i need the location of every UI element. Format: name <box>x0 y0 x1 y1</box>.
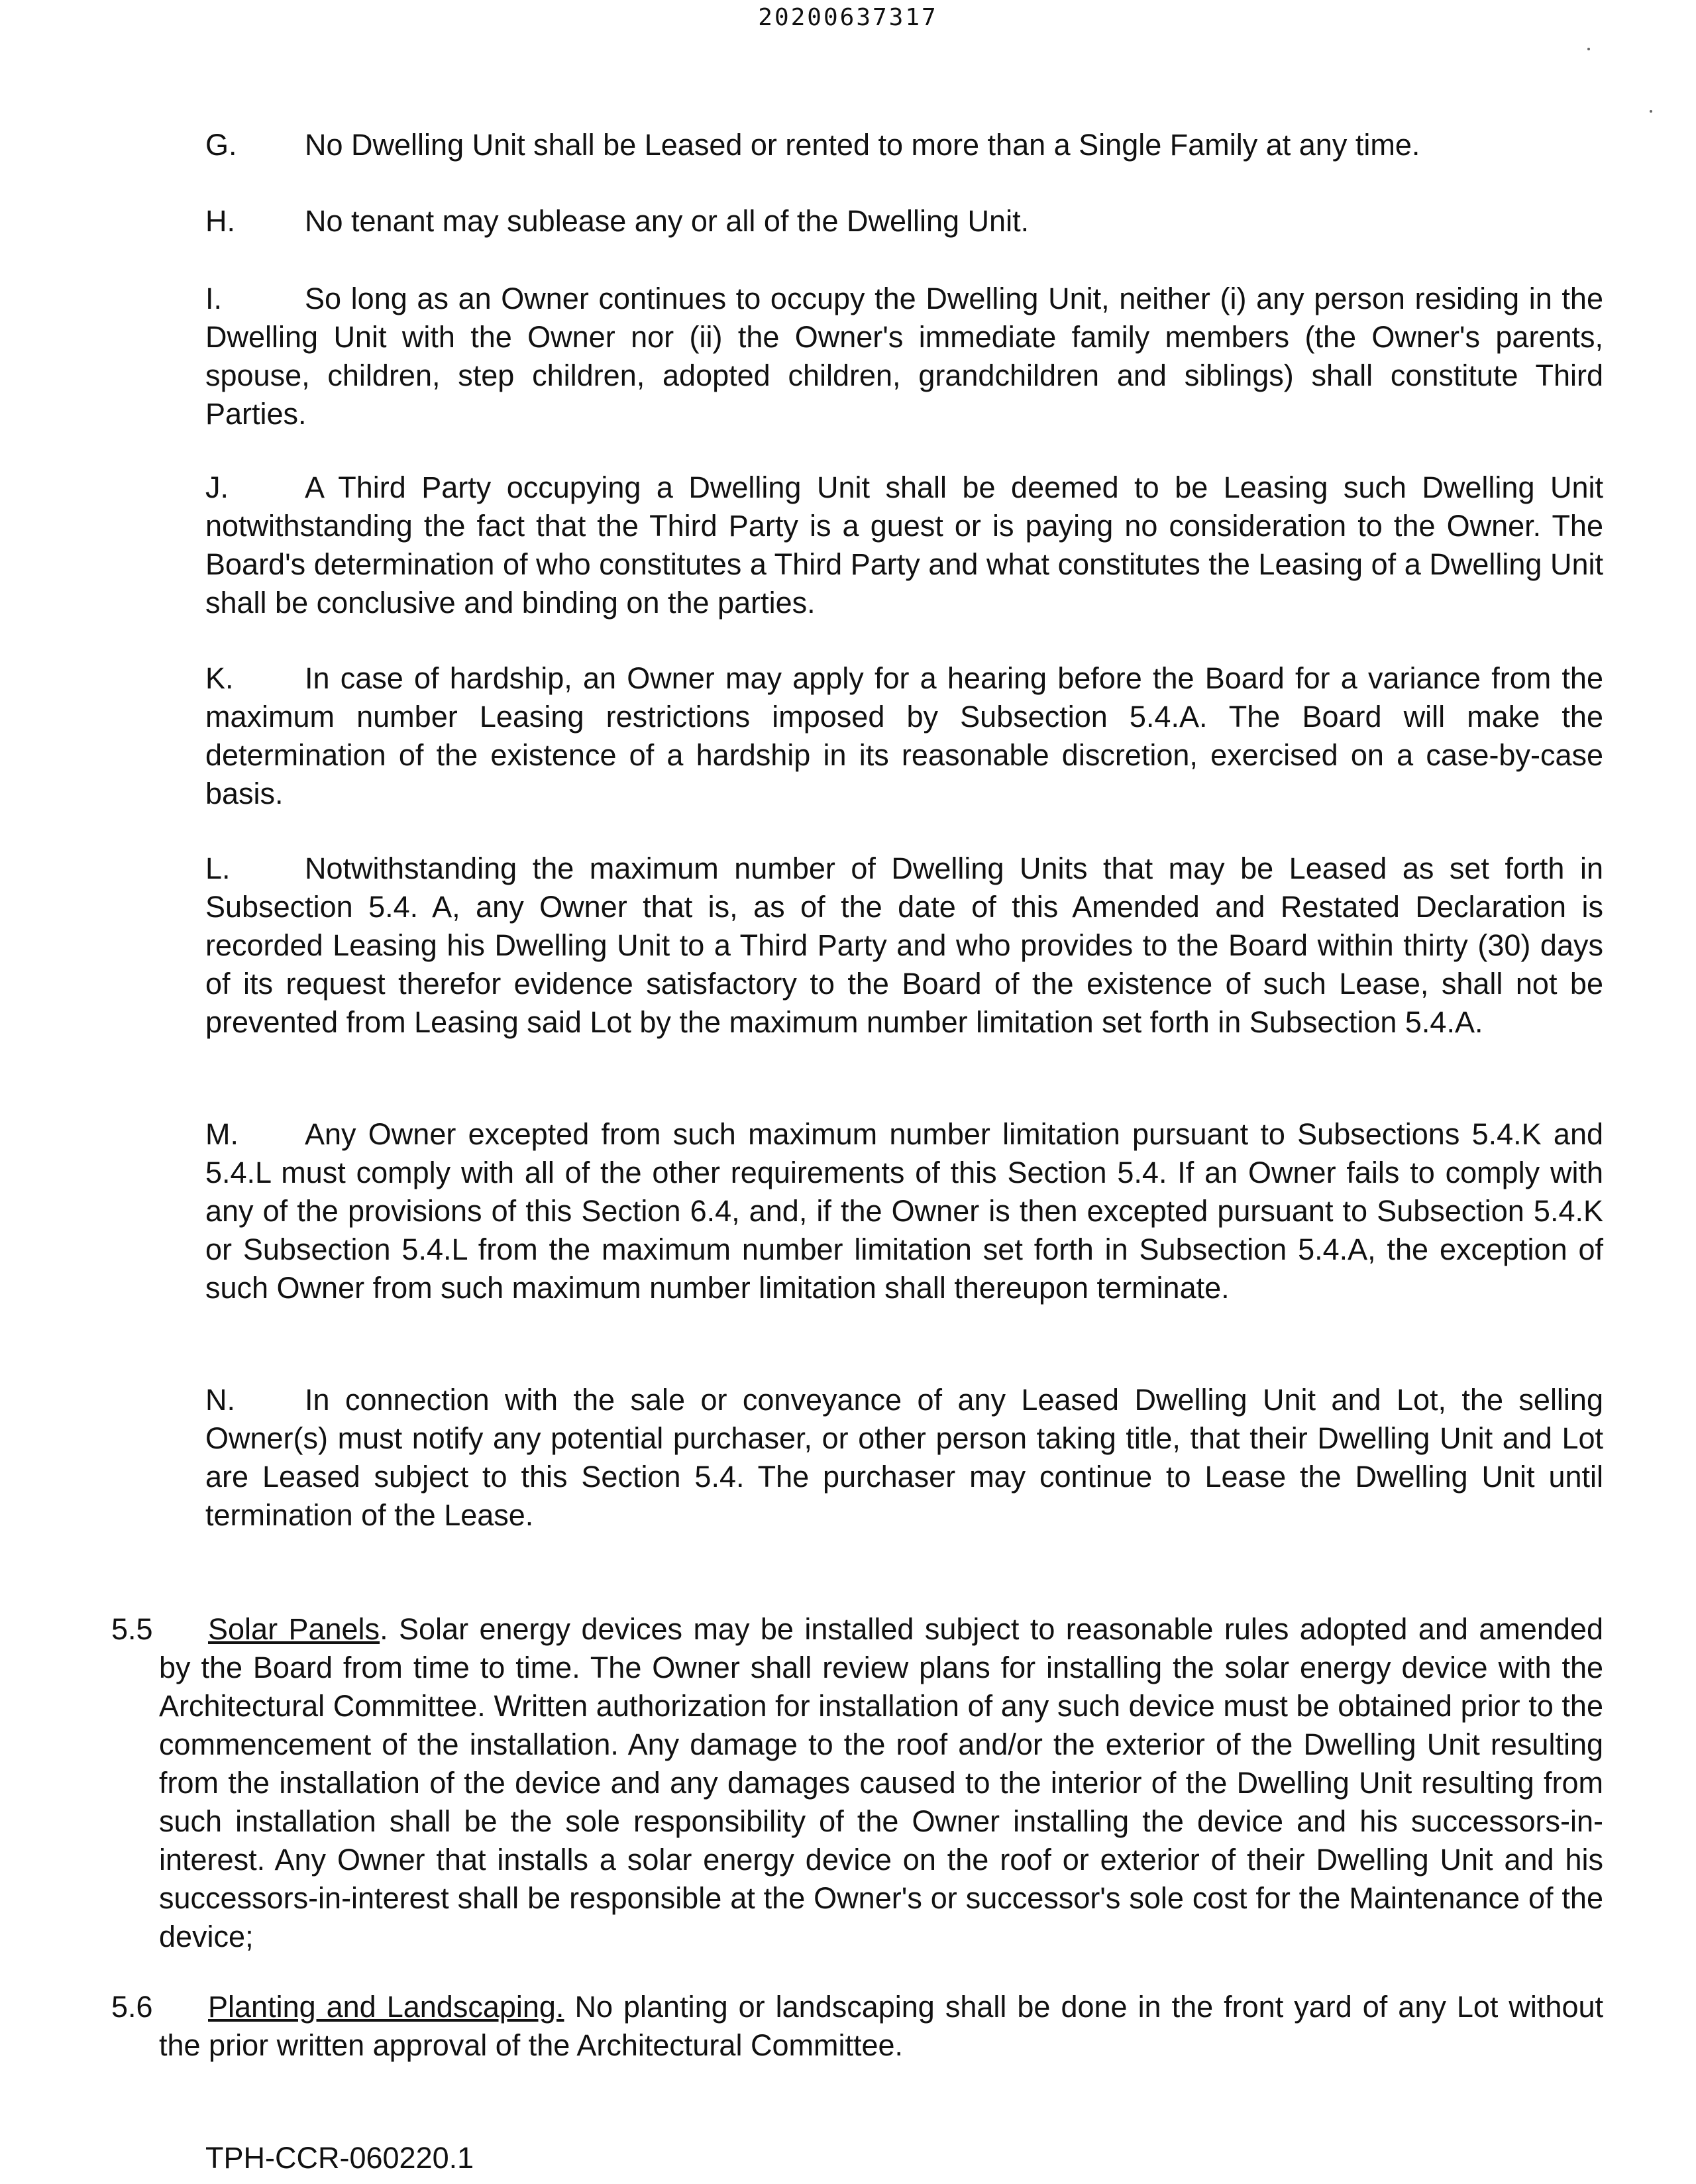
clause-text: In case of hardship, an Owner may apply for a hearing before the Board for a variance from the maximum number Leasing restrictions imposed by Subsection 5.4.A. The Board will make the determination of the existence of a hardship in its reasonable discretion, exercised on a case-by-case basis. <box>205 661 1603 810</box>
clause-text: A Third Party occupying a Dwelling Unit shall be deemed to be Leasing such Dwelling Unit notwithstanding the fact that the Third Party is a guest or is paying no consideration to the Owner. The Board's determination of who constitutes a Third Party and what constitutes the Leasing of a Dwelling Unit shall be conclusive and binding on the parties. <box>205 470 1603 620</box>
clause-label: H. <box>205 204 235 238</box>
clause-label: M. <box>205 1117 238 1151</box>
clause-label: N. <box>205 1383 235 1417</box>
clause-m <box>205 1115 1603 1307</box>
section-heading-punct: . <box>380 1612 388 1646</box>
clause-label: I. <box>205 282 223 315</box>
document-number: 20200637317 <box>758 4 938 31</box>
clause-text: No Dwelling Unit shall be Leased or rented to more than a Single Family at any time. <box>305 128 1420 162</box>
clause-text: In connection with the sale or conveyance of any Leased Dwelling Unit and Lot, the selling Owner(s) must notify any potential purchaser, or other person taking title, that their Dwelling Unit and Lot are Leased subject to this Section 5.4. The purchaser may continue to Lease the Dwelling Unit until termination of the Lease. <box>205 1383 1603 1532</box>
clause-text: Any Owner excepted from such maximum number limitation pursuant to Subsections 5.4.K and 5.4.L must comply with all of the other requirements of this Section 5.4. If an Owner fails to comply with any of the provisions of this Section 6.4, and, if the Owner is then excepted pursuant to Subsection 5.4.K or Subsection 5.4.L from the maximum number limitation set forth in Subsection 5.4.A, the exception of such Owner from such maximum number limitation shall thereupon terminate. <box>205 1117 1603 1305</box>
section-number: 5.5 <box>111 1612 153 1646</box>
clause-label: G. <box>205 128 237 162</box>
clause-l <box>205 849 1603 1042</box>
clause-g <box>205 126 1603 164</box>
clause-label: J. <box>205 470 229 504</box>
scan-speck <box>1650 110 1652 113</box>
clause-n <box>205 1381 1603 1535</box>
clause-i <box>205 280 1603 433</box>
clause-text: Notwithstanding the maximum number of Dwelling Units that may be Leased as set forth in Subsection 5.4. A, any Owner that is, as of the date of this Amended and Restated Declaration is recorded Leasing his Dwelling Unit to a Third Party and who provides to the Board within thirty (30) days of its request therefor evidence satisfactory to the Board of the existence of such Lease, shall not be prevented from Leasing said Lot by the maximum number limitation set forth in Subsection 5.4.A. <box>205 851 1603 1039</box>
section-5-6 <box>111 1988 1603 2065</box>
section-5-5 <box>111 1610 1603 1956</box>
section-text: Solar energy devices may be installed subject to reasonable rules adopted and amended by the Board from time to time. The Owner shall review plans for installing the solar energy device with the Architectural Committee. Written authorization for installation of any such device must be obtained prior to the commencement of the installation. Any damage to the roof and/or the exterior of the Dwelling Unit resulting from the installation of the device and any damages caused to the interior of the Dwelling Unit resulting from such installation shall be the sole responsibility of the Owner installing the device and his successors-in-interest. Any Owner that installs a solar energy device on the roof or exterior of their Dwelling Unit and his successors-in-interest shall be responsible at the Owner's or successor's sole cost for the Maintenance of the device; <box>159 1612 1603 1953</box>
clause-label: K. <box>205 661 234 695</box>
clause-text: No tenant may sublease any or all of the Dwelling Unit. <box>305 204 1030 238</box>
section-text: No planting or landscaping shall be done in the front yard of any Lot without the prior written approval of the Architectural Committee. <box>159 1990 1603 2062</box>
section-heading: Solar Panels <box>208 1612 380 1646</box>
section-number: 5.6 <box>111 1990 153 2024</box>
clause-j <box>205 468 1603 622</box>
clause-k <box>205 659 1603 813</box>
clause-label: L. <box>205 851 231 885</box>
scan-speck <box>1587 48 1590 50</box>
footer-doc-id: TPH-CCR-060220.1 <box>205 2141 474 2175</box>
clause-h <box>205 202 1603 241</box>
section-heading: Planting and Landscaping. <box>208 1990 564 2024</box>
clause-text: So long as an Owner continues to occupy the Dwelling Unit, neither (i) any person residing in the Dwelling Unit with the Owner nor (ii) the Owner's immediate family members (the Owner's parents, spouse, children, step children, adopted children, grandchildren and siblings) shall constitute Third Parties. <box>205 282 1603 431</box>
